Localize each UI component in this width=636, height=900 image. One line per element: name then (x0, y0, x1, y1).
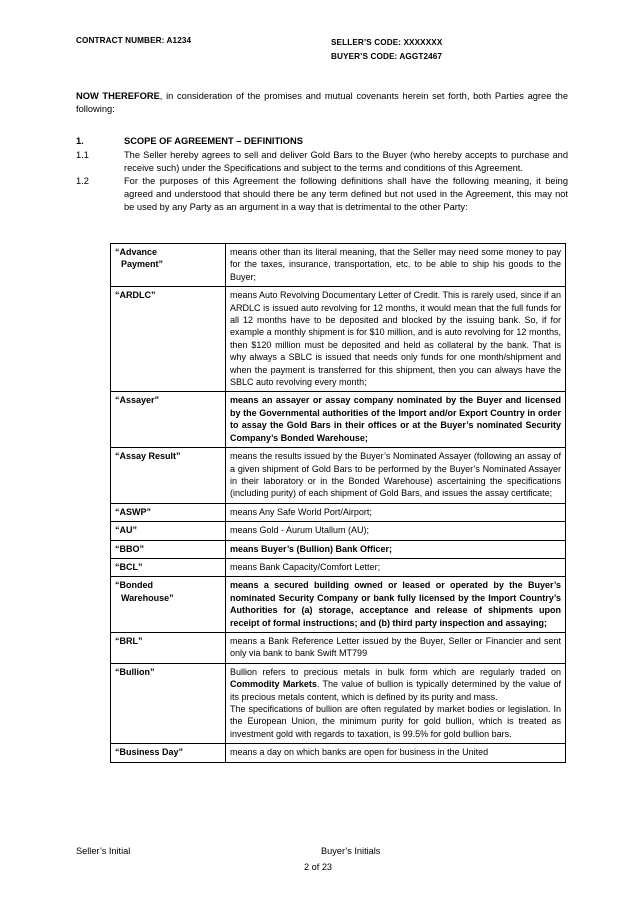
document-body (76, 90, 568, 215)
definition-term (111, 244, 226, 287)
definition-term-line: “Bonded (115, 580, 153, 591)
definition-row (111, 244, 566, 287)
definition-term-line: “Assay Result” (115, 451, 181, 462)
definition-term-line: “Bullion” (115, 666, 155, 677)
definition-term-line: Payment” (121, 259, 164, 270)
contract-number: CONTRACT NUMBER: A1234 (76, 36, 192, 45)
definition-term (111, 522, 226, 540)
definition-paragraph: means Buyer’s (Bullion) Bank Officer; (230, 543, 393, 554)
definition-term-line: “Business Day” (115, 747, 184, 758)
definition-row (111, 632, 566, 663)
definition-term-line: “BRL” (115, 635, 143, 646)
buyer-initials-label: Buyer’s Initials (321, 846, 381, 856)
definition-paragraph: means a Bank Reference Letter issued by the Buyer, Seller or Financier and sent only via bank to bank Swift MT799 (230, 635, 561, 659)
definition-row (111, 448, 566, 504)
definition-row (111, 540, 566, 558)
definition-row (111, 558, 566, 576)
definition-paragraph: The specifications of bullion are often regulated by market bodies or legislation. In the European Union, the minimum purity for gold bullion, which is treated as investment gold with regards to taxation, is 99.5% for gold bullion bars. (230, 704, 561, 739)
definition-row (111, 577, 566, 633)
section-title: SCOPE OF AGREEMENT – DEFINITIONS (124, 136, 303, 147)
clause-text: For the purposes of this Agreement the following definitions shall have the following meaning, it being agreed and understood that should there be any term defined but not used in the Agreement, this may not be used by any Party as an argument in a way that is detrimental to the other Party: (124, 176, 568, 213)
definition-paragraph: means a day on which banks are open for business in the United (230, 747, 489, 758)
definition-text (226, 392, 566, 448)
definition-text (226, 558, 566, 576)
definition-paragraph: Bullion refers to precious metals in bulk form which are regularly traded on Commodity Markets. The value of bullion is typically determined by the value of its precious metals content, which is defined by its purity and mass. (230, 666, 561, 702)
definition-term (111, 540, 226, 558)
seller-initial-label: Seller’s Initial (76, 846, 131, 856)
definitions-table (110, 243, 566, 763)
definition-term (111, 392, 226, 448)
emphasised-phrase: Commodity Markets (230, 679, 317, 690)
definition-term (111, 663, 226, 743)
clause-1-2 (76, 175, 568, 215)
definition-term-line: “BCL” (115, 561, 143, 572)
definition-paragraph: means Gold - Aurum Utallum (AU); (230, 525, 370, 536)
definition-term (111, 287, 226, 392)
definition-term-line: “ASWP” (115, 506, 151, 517)
definition-paragraph: means other than its literal meaning, that the Seller may need some money to pay for the taxes, insurance, transportation, etc. to be able to ship his goods to the Buyer; (230, 247, 561, 282)
clause-number: 1.2 (76, 176, 89, 187)
clause-number: 1.1 (76, 149, 89, 160)
definition-text (226, 448, 566, 504)
definition-row (111, 287, 566, 392)
definition-row (111, 392, 566, 448)
section-number: 1. (76, 136, 84, 147)
definition-term-line: “BBO” (115, 543, 144, 554)
definition-text (226, 540, 566, 558)
definition-term (111, 632, 226, 663)
definition-term (111, 577, 226, 633)
definition-paragraph: means an assayer or assay company nominated by the Buyer and licensed by the Governmental authorities of the Import and/or Export Country in order to assay the Gold Bars in their offices or at the Buyer’s nominated Security Company’s Bonded Warehouse; (230, 395, 561, 443)
page-number: 2 of 23 (303, 862, 333, 872)
definition-text (226, 244, 566, 287)
definition-paragraph: means Bank Capacity/Comfort Letter; (230, 561, 381, 572)
definition-row (111, 522, 566, 540)
clause-text: The Seller hereby agrees to sell and deliver Gold Bars to the Buyer (who hereby accepts to purchase and receive such) under the Specifications and subject to the terms and conditions of this Agreement. (124, 149, 568, 173)
definition-text (226, 663, 566, 743)
definition-text (226, 632, 566, 663)
buyers-code: BUYER’S CODE: AGGT2467 (331, 51, 443, 61)
now-therefore-lead: NOW THEREFORE (76, 91, 160, 101)
page-footer (76, 846, 566, 856)
now-therefore-rest: , in consideration of the promises and mutual covenants herein set forth, both Parties agree the following: (76, 91, 569, 115)
now-therefore-paragraph (76, 90, 568, 116)
definitions-table-container (110, 243, 566, 823)
definition-term-line: “Advance (115, 247, 158, 257)
definition-term (111, 503, 226, 521)
page-header (76, 36, 566, 63)
section-heading (76, 135, 568, 148)
definition-row (111, 503, 566, 521)
definition-term (111, 558, 226, 576)
definition-text (226, 577, 566, 633)
definition-paragraph: means the results issued by the Buyer’s Nominated Assayer (following an assay of a given shipment of Gold Bars to be performed by the Buyer’s Nominated Assayer in their laboratory or in the Bonded Warehouse) ascertaining the specifications (including purity) of each shipment of Gold Bars, and issues the assay certificate; (230, 451, 561, 499)
definition-text (226, 522, 566, 540)
definition-paragraph: means Any Safe World Port/Airport; (230, 506, 372, 517)
definition-row (111, 744, 566, 762)
definition-term (111, 448, 226, 504)
definition-term-line: “AU” (115, 525, 137, 536)
sellers-code: SELLER’S CODE: XXXXXXX (331, 38, 443, 47)
definition-term-line: “Assayer” (115, 395, 160, 406)
definition-text (226, 503, 566, 521)
definition-text (226, 744, 566, 762)
definition-term (111, 744, 226, 762)
definition-row (111, 663, 566, 743)
clause-1-1 (76, 149, 568, 175)
definition-text (226, 287, 566, 392)
definition-paragraph: means Auto Revolving Documentary Letter of Credit. This is rarely used, since if an ARDLC is issued auto revolving for 12 months, it would mean that the full funds for all 12 months have to be deposited and blocked by the issuing bank. So, if for example a monthly shipment is for $10 million, and is auto revolving for 12 months, then $120 million must be deposited and held as collateral by the bank. That is why always a SBLC is issued that needs only funds for one month/shipment and when the payment is transferred for this shipment, then you can always have the SBLC auto revolving every month; (230, 290, 561, 388)
definition-paragraph: means a secured building owned or leased or operated by the Buyer’s nominated Security Company or bank fully licensed by the Import Country’s Authorities for (a) storage, acceptance and release of shipments upon receipt of formal instructions; and (b) third party inspection and assaying; (230, 580, 561, 628)
definition-term-line: Warehouse” (121, 592, 174, 603)
definition-term-line: “ARDLC” (115, 290, 156, 301)
